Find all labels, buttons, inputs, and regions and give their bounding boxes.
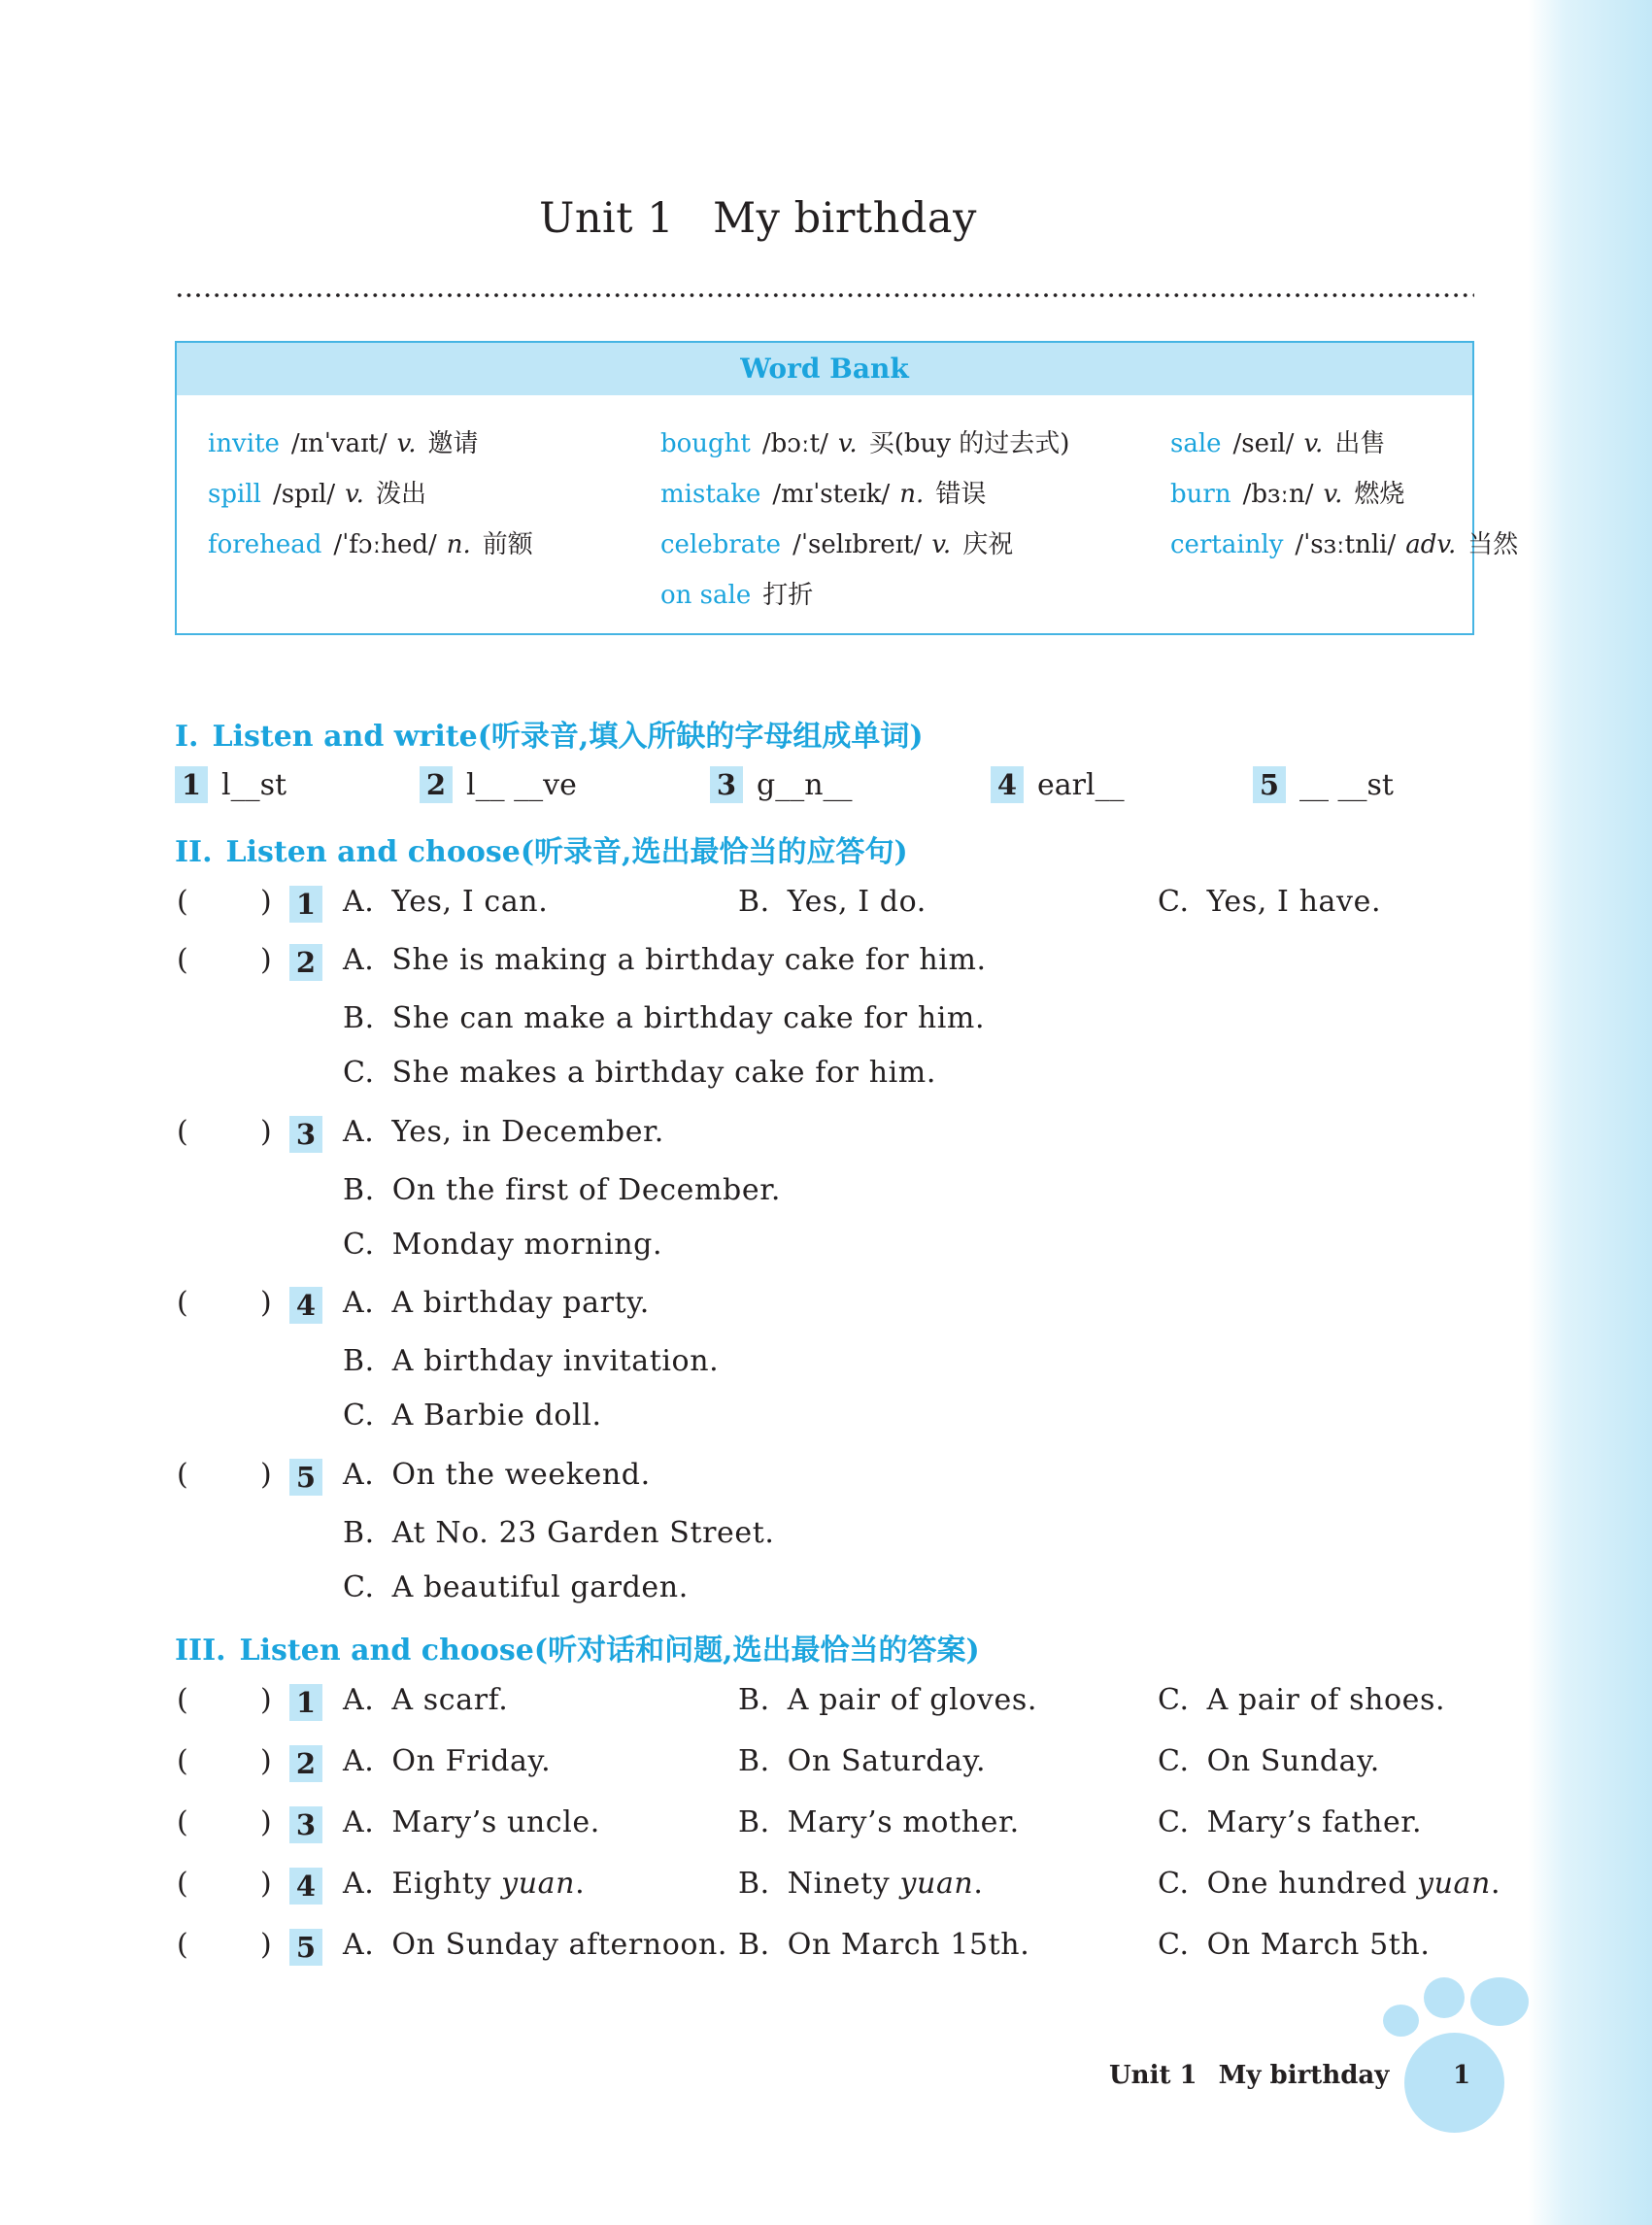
spelling-blank-word[interactable]: l__st: [221, 768, 287, 802]
entry-meaning: 泼出: [375, 480, 426, 509]
section-1-title: I. Listen and write(听录音,填入所缺的字母组成单词): [175, 720, 924, 754]
entry-pos: v.: [1303, 429, 1324, 458]
answer-option[interactable]: [343, 1056, 936, 1090]
option-label: A.: [343, 1458, 375, 1492]
entry-meaning: 当然: [1467, 530, 1519, 559]
option-text: A birthday invitation.: [391, 1344, 720, 1378]
spelling-item: [1253, 766, 1394, 803]
answer-paren-open[interactable]: (: [177, 1744, 188, 1778]
option-label: C.: [343, 1570, 375, 1604]
answer-option[interactable]: [1158, 1744, 1380, 1778]
word-bank-entry: [660, 575, 813, 611]
spelling-blank-word[interactable]: l__ __ve: [466, 768, 577, 802]
footer-label: Unit 1 My birthday: [1109, 2061, 1390, 2090]
entry-pos: adv.: [1405, 530, 1457, 559]
option-text-italic: yuan: [501, 1867, 576, 1901]
answer-option[interactable]: [343, 1805, 600, 1839]
option-label: B.: [343, 1001, 375, 1035]
answer-option[interactable]: [343, 1115, 664, 1149]
option-text: A pair of gloves.: [787, 1683, 1037, 1717]
option-label: A.: [343, 1683, 375, 1717]
entry-phonetic: /ɪnˈvaɪt/: [290, 429, 388, 458]
entry-phonetic: /bɜːn/: [1242, 480, 1314, 509]
option-label: C.: [1158, 1805, 1190, 1839]
answer-option[interactable]: [1158, 1867, 1500, 1901]
answer-option[interactable]: [343, 1228, 662, 1262]
entry-word: invite: [208, 429, 280, 458]
entry-pos: n.: [446, 530, 471, 559]
spelling-item: [710, 766, 853, 803]
answer-option[interactable]: [343, 943, 987, 977]
answer-option[interactable]: [343, 1867, 585, 1901]
option-label: B.: [738, 885, 770, 919]
entry-word: spill: [208, 480, 261, 509]
spelling-item: [420, 766, 577, 803]
question-number-box: 1: [289, 886, 322, 923]
spelling-blank-word[interactable]: __ __st: [1299, 768, 1394, 802]
entry-pos: v.: [396, 429, 417, 458]
page-number: 1: [1452, 2061, 1471, 2090]
entry-phonetic: /seɪl/: [1232, 429, 1295, 458]
item-number-box: 2: [420, 766, 453, 803]
option-label: A.: [343, 885, 375, 919]
question-number-box: 4: [289, 1287, 322, 1324]
answer-paren-close[interactable]: ): [260, 1286, 272, 1320]
question-number-box: 3: [289, 1116, 322, 1153]
spelling-item: [991, 766, 1125, 803]
answer-option[interactable]: [343, 1001, 985, 1035]
option-text: On the first of December.: [391, 1173, 781, 1207]
entry-pos: n.: [899, 480, 925, 509]
option-text: Ninety: [787, 1867, 891, 1901]
option-text: Mary’s mother.: [787, 1805, 1020, 1839]
item-number-box: 1: [175, 766, 208, 803]
entry-pos: v.: [931, 530, 952, 559]
answer-paren-open[interactable]: (: [177, 1458, 188, 1492]
answer-option[interactable]: [738, 1805, 1020, 1839]
word-bank-entry: [1170, 474, 1404, 510]
page-title: [0, 194, 1584, 243]
question-number-box: 2: [289, 1745, 322, 1782]
option-text: On the weekend.: [391, 1458, 651, 1492]
option-text-end: .: [973, 1867, 984, 1901]
word-bank-entry: [208, 524, 533, 560]
entry-phonetic: /ˈsɜːtnli/: [1295, 530, 1397, 559]
option-text-end: .: [575, 1867, 586, 1901]
option-text-end: .: [1490, 1867, 1501, 1901]
entry-meaning: 买(buy 的过去式): [868, 429, 1070, 458]
option-label: B.: [738, 1744, 770, 1778]
option-label: C.: [1158, 1867, 1190, 1901]
option-text: She makes a birthday cake for him.: [391, 1056, 936, 1090]
option-text: A scarf.: [391, 1683, 509, 1717]
item-number-box: 5: [1253, 766, 1286, 803]
word-bank-entry: [1170, 423, 1385, 459]
option-label: A.: [343, 1115, 375, 1149]
entry-pos: v.: [345, 480, 364, 509]
entry-word: certainly: [1170, 530, 1284, 559]
option-text: One hundred: [1206, 1867, 1407, 1901]
option-label: B.: [738, 1867, 770, 1901]
option-label: C.: [1158, 1744, 1190, 1778]
answer-paren-close[interactable]: ): [260, 1867, 272, 1901]
entry-word: burn: [1170, 480, 1231, 509]
answer-paren-open[interactable]: (: [177, 1805, 188, 1839]
answer-option[interactable]: [738, 885, 927, 919]
word-bank-entry: [1170, 524, 1518, 560]
option-label: B.: [738, 1805, 770, 1839]
option-text: At No. 23 Garden Street.: [391, 1516, 775, 1550]
option-label: C.: [343, 1228, 375, 1262]
word-bank-entry: [660, 423, 1069, 459]
unit-label: Unit 1: [539, 194, 675, 243]
answer-option[interactable]: [343, 1744, 551, 1778]
answer-option[interactable]: [738, 1928, 1029, 1962]
option-text: A birthday party.: [391, 1286, 650, 1320]
answer-option[interactable]: [343, 1399, 602, 1433]
answer-paren-close[interactable]: ): [260, 1928, 272, 1962]
answer-option[interactable]: [343, 1570, 689, 1604]
answer-paren-open[interactable]: (: [177, 1115, 188, 1149]
entry-meaning: 前额: [482, 530, 533, 559]
answer-paren-open[interactable]: (: [177, 943, 188, 977]
option-text: A beautiful garden.: [391, 1570, 689, 1604]
word-bank-entry: [208, 423, 478, 459]
spelling-blank-word[interactable]: g__n__: [757, 768, 853, 802]
option-label: A.: [343, 1867, 375, 1901]
option-text: Eighty: [391, 1867, 492, 1901]
answer-paren-close[interactable]: ): [260, 1805, 272, 1839]
option-text: Mary’s father.: [1206, 1805, 1423, 1839]
option-label: B.: [343, 1344, 375, 1378]
option-label: A.: [343, 943, 375, 977]
answer-option[interactable]: [343, 1458, 651, 1492]
option-label: C.: [1158, 885, 1190, 919]
answer-option[interactable]: [343, 885, 548, 919]
answer-option[interactable]: [1158, 1805, 1422, 1839]
entry-phonetic: /bɔːt/: [761, 429, 828, 458]
section-3-title: III. Listen and choose(听对话和问题,选出最恰当的答案): [175, 1634, 980, 1668]
entry-word: on sale: [660, 581, 752, 610]
option-text: Yes, in December.: [391, 1115, 664, 1149]
question-number-box: 2: [289, 944, 322, 981]
word-bank: [175, 341, 1519, 635]
answer-paren-close[interactable]: ): [260, 1683, 272, 1717]
option-label: A.: [343, 1286, 375, 1320]
option-text: On Sunday.: [1206, 1744, 1380, 1778]
question-number-box: 5: [289, 1459, 322, 1496]
option-text: On March 5th.: [1206, 1928, 1431, 1962]
entry-pos: v.: [1323, 480, 1343, 509]
option-text: Yes, I can.: [391, 885, 549, 919]
entry-word: sale: [1170, 429, 1222, 458]
answer-option[interactable]: [1158, 1928, 1430, 1962]
answer-paren-close[interactable]: ): [260, 943, 272, 977]
entry-meaning: 庆祝: [962, 530, 1014, 559]
item-number-box: 3: [710, 766, 743, 803]
option-label: C.: [343, 1056, 375, 1090]
question-number-box: 5: [289, 1929, 322, 1966]
item-number-box: 4: [991, 766, 1024, 803]
option-text-italic: yuan: [1417, 1867, 1491, 1901]
entry-meaning: 邀请: [427, 429, 479, 458]
option-text-italic: yuan: [899, 1867, 974, 1901]
option-text: Yes, I have.: [1206, 885, 1382, 919]
option-label: A.: [343, 1805, 375, 1839]
answer-paren-close[interactable]: ): [260, 885, 272, 919]
option-label: B.: [738, 1683, 770, 1717]
entry-phonetic: /spɪl/: [272, 480, 336, 509]
option-text: On Friday.: [391, 1744, 552, 1778]
option-label: A.: [343, 1928, 375, 1962]
question-number-box: 3: [289, 1806, 322, 1843]
option-text: Yes, I do.: [787, 885, 927, 919]
entry-phonetic: /ˈselɪbreɪt/: [792, 530, 923, 559]
word-bank-entry: [660, 524, 1013, 560]
answer-option[interactable]: [343, 1516, 775, 1550]
answer-paren-open[interactable]: (: [177, 1867, 188, 1901]
question-number-box: 4: [289, 1868, 322, 1905]
answer-paren-close[interactable]: ): [260, 1115, 272, 1149]
answer-option[interactable]: [343, 1344, 719, 1378]
answer-paren-close[interactable]: ): [260, 1744, 272, 1778]
entry-word: celebrate: [660, 530, 782, 559]
entry-meaning: 燃烧: [1354, 480, 1405, 509]
option-label: A.: [343, 1744, 375, 1778]
answer-paren-open[interactable]: (: [177, 1683, 188, 1717]
option-label: B.: [343, 1516, 375, 1550]
spelling-blank-word[interactable]: earl__: [1037, 768, 1125, 802]
answer-paren-close[interactable]: ): [260, 1458, 272, 1492]
option-text: Mary’s uncle.: [391, 1805, 600, 1839]
answer-option[interactable]: [343, 1173, 781, 1207]
entry-meaning: 打折: [762, 581, 814, 610]
dotted-divider: [175, 291, 1474, 299]
option-text: A Barbie doll.: [391, 1399, 602, 1433]
entry-word: forehead: [208, 530, 322, 559]
entry-phonetic: /ˈfɔːhed/: [333, 530, 437, 559]
answer-option[interactable]: [343, 1928, 727, 1962]
entry-pos: v.: [837, 429, 858, 458]
answer-paren-open[interactable]: (: [177, 1928, 188, 1962]
answer-option[interactable]: [343, 1683, 508, 1717]
section-2-title: II. Listen and choose(听录音,选出最恰当的应答句): [175, 835, 908, 869]
answer-option[interactable]: [738, 1744, 986, 1778]
question-number-box: 1: [289, 1684, 322, 1721]
entry-word: bought: [660, 429, 751, 458]
word-bank-entry: [660, 474, 986, 510]
answer-option[interactable]: [343, 1286, 650, 1320]
option-label: B.: [343, 1173, 375, 1207]
answer-option[interactable]: [738, 1867, 984, 1901]
answer-option[interactable]: [1158, 885, 1381, 919]
spelling-item: [175, 766, 287, 803]
option-text: On Sunday afternoon.: [391, 1928, 728, 1962]
option-text: She is making a birthday cake for him.: [391, 943, 987, 977]
answer-option[interactable]: [738, 1683, 1037, 1717]
option-text: On Saturday.: [787, 1744, 987, 1778]
answer-option[interactable]: [1158, 1683, 1445, 1717]
word-bank-heading: Word Bank: [177, 343, 1472, 395]
unit-name: My birthday: [713, 194, 977, 243]
option-label: B.: [738, 1928, 770, 1962]
option-label: C.: [1158, 1683, 1190, 1717]
side-decoration-band: [1528, 0, 1652, 2225]
entry-phonetic: /mɪˈsteɪk/: [772, 480, 891, 509]
answer-paren-open[interactable]: (: [177, 885, 188, 919]
option-text: A pair of shoes.: [1206, 1683, 1446, 1717]
entry-meaning: 出售: [1334, 429, 1386, 458]
entry-word: mistake: [660, 480, 761, 509]
entry-meaning: 错误: [935, 480, 987, 509]
option-label: C.: [343, 1399, 375, 1433]
option-text: Monday morning.: [391, 1228, 663, 1262]
option-text: On March 15th.: [787, 1928, 1030, 1962]
option-label: C.: [1158, 1928, 1190, 1962]
answer-paren-open[interactable]: (: [177, 1286, 188, 1320]
word-bank-entry: [208, 474, 426, 510]
option-text: She can make a birthday cake for him.: [391, 1001, 986, 1035]
